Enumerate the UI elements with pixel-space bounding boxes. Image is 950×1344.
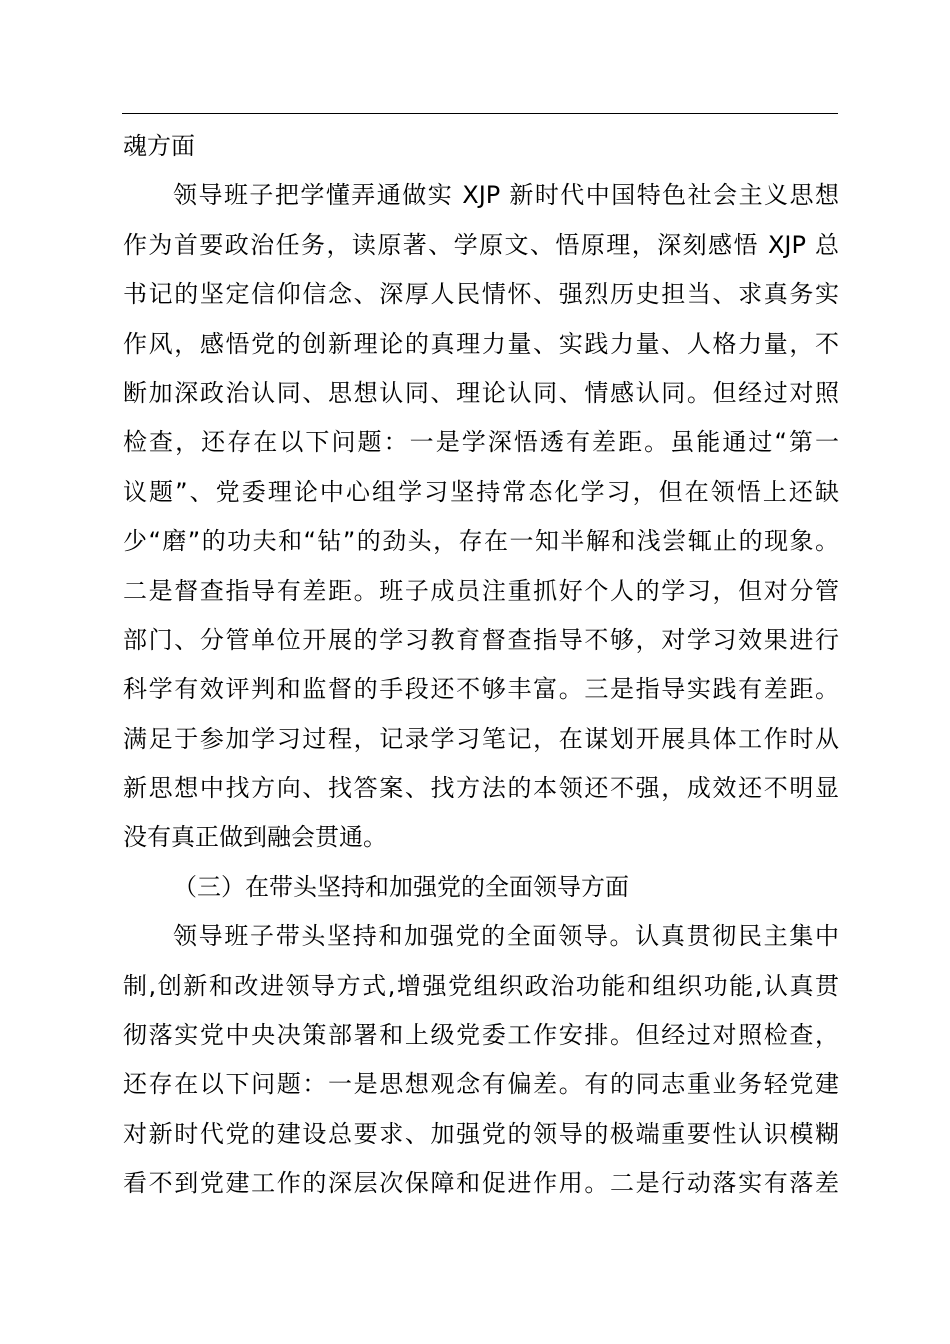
text-line-7: 检查，还存在以下问题：一是学深悟透有差距。虽能通过“第一 xyxy=(123,428,839,457)
text-line-15: 没有真正做到融会贯通。 xyxy=(123,823,387,852)
text-line-17: 领导班子带头坚持和加强党的全面领导。认真贯彻民主集中 xyxy=(173,922,839,951)
text-line-13: 满足于参加学习过程，记录学习笔记，在谋划开展具体工作时从 xyxy=(123,724,839,753)
text-line-12: 科学有效评判和监督的手段还不够丰富。三是指导实践有差距。 xyxy=(123,675,839,704)
text-line-21: 对新时代党的建设总要求、加强党的领导的极端重要性认识模糊 xyxy=(123,1119,839,1148)
text-line-6: 断加深政治认同、思想认同、理论认同、情感认同。但经过对照 xyxy=(123,378,839,407)
text-line-9: 少“磨”的功夫和“钻”的劲头，存在一知半解和浅尝辄止的现象。 xyxy=(123,527,839,556)
text-line-3: 作为首要政治任务，读原著、学原文、悟原理，深刻感悟 XJP 总 xyxy=(123,230,839,259)
header-rule xyxy=(122,113,838,114)
text-line-18: 制,创新和改进领导方式,增强党组织政治功能和组织功能,认真贯 xyxy=(123,971,839,1000)
text-line-11: 部门、分管单位开展的学习教育督查指导不够，对学习效果进行 xyxy=(123,625,839,654)
text-line-4: 书记的坚定信仰信念、深厚人民情怀、强烈历史担当、求真务实 xyxy=(123,280,839,309)
text-line-2: 领导班子把学懂弄通做实 XJP 新时代中国特色社会主义思想 xyxy=(173,181,839,210)
document-body xyxy=(123,122,839,1209)
section-heading: （三）在带头坚持和加强党的全面领导方面 xyxy=(173,872,629,901)
text-line-19: 彻落实党中央决策部署和上级党委工作安排。但经过对照检查， xyxy=(123,1021,839,1050)
text-line-1: 魂方面 xyxy=(123,132,195,160)
text-line-20: 还存在以下问题：一是思想观念有偏差。有的同志重业务轻党建 xyxy=(123,1070,839,1099)
text-line-10: 二是督查指导有差距。班子成员注重抓好个人的学习，但对分管 xyxy=(123,576,839,605)
text-line-8: 议题”、党委理论中心组学习坚持常态化学习，但在领悟上还缺 xyxy=(123,477,839,506)
text-line-14: 新思想中找方向、找答案、找方法的本领还不强，成效还不明显 xyxy=(123,774,839,803)
text-line-22: 看不到党建工作的深层次保障和促进作用。二是行动落实有落差 xyxy=(123,1169,839,1198)
text-line-5: 作风，感悟党的创新理论的真理力量、实践力量、人格力量，不 xyxy=(123,329,839,358)
